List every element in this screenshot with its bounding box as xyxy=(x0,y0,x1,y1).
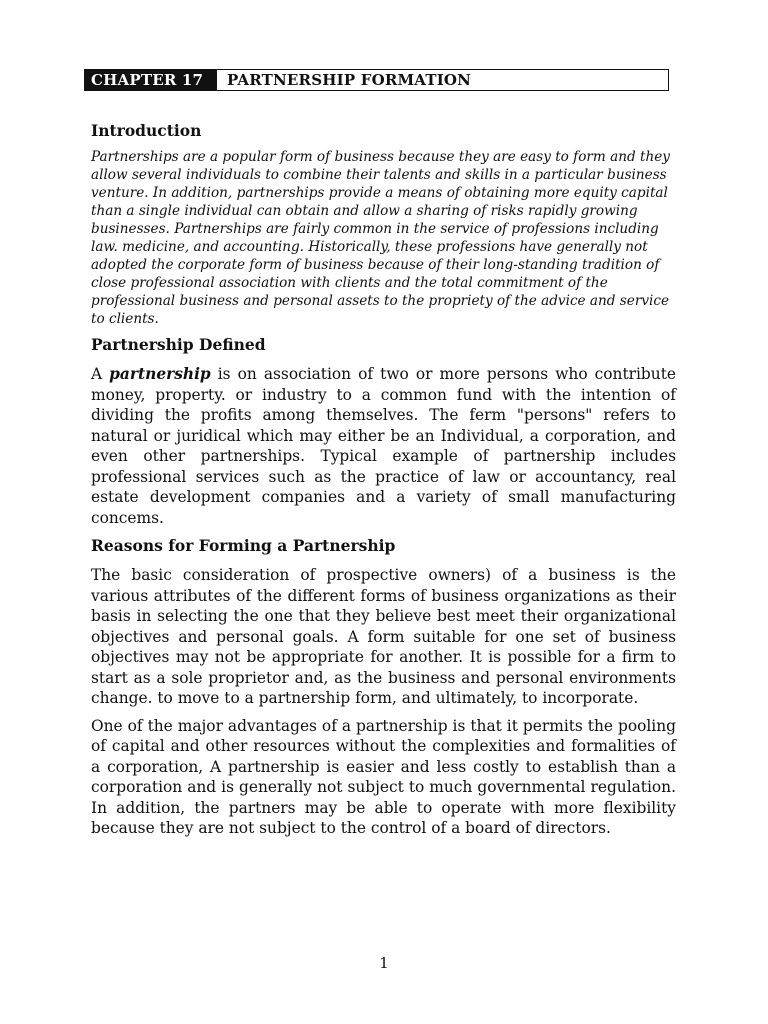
page-content xyxy=(91,120,676,846)
chapter-header xyxy=(84,69,669,91)
partnership-keyword: partnership xyxy=(109,365,211,383)
chapter-title: PARTNERSHIP FORMATION xyxy=(227,71,472,89)
page-number: 1 xyxy=(379,954,389,972)
reasons-heading: Reasons for Forming a Partnership xyxy=(91,536,396,555)
reasons-paragraph-2: One of the major advantages of a partnership is that it permits the pooling of capital and other resources without the complexities and formalities of a corporation, A partnership is easier and less costly to establish than a corporation and is generally not subject to much governmental regulation. In addition, the partners may be able to operate with more flexibility because they are not subject to the control of a board of directors. xyxy=(91,716,676,837)
introduction-text: Partnerships are a popular form of business because they are easy to form and they allow several individuals to combine their talents and skills in a particular business venture. In addition, partnerships provide a means of obtaining more equity capital than a single individual can obtain and allow a sharing of risks rapidly growing businesses. Partnerships are fairly common in the service of professions including law. medicine, and accounting. Historically, these professions have generally not adopted the corporate form of business because of their long-standing tradition of close professional association with clients and the total commitment of the professional business and personal assets to the propriety of the advice and service to clients. xyxy=(91,149,670,327)
defined-body: is on association of two or more persons who contribute money, property. or industry to a common fund with the intention of dividing the profits among themselves. The ferm "persons" refers to natural or juridical which may either be an Individual, a corporation, and even other partnerships. Typical example of partnership includes professional services such as the practice of law or accountancy, real estate development companies and a variety of small manufacturing concems. xyxy=(91,365,676,527)
partnership-defined-heading: Partnership Defined xyxy=(91,335,266,354)
introduction-heading: Introduction xyxy=(91,121,202,140)
reasons-paragraph-1: The basic consideration of prospective owners) of a business is the various attributes of the different forms of business organizations as their basis in selecting the one that they believe best meet their organizational objectives and personal goals. A form suitable for one set of business objectives may not be appropriate for another. It is possible for a firm to start as a sole proprietor and, as the business and personal environments change. to move to a partnership form, and ultimately, to incorporate. xyxy=(91,566,676,707)
chapter-label: CHAPTER 17 xyxy=(85,70,217,90)
defined-lead: A xyxy=(91,365,110,383)
partnership-defined-text xyxy=(91,364,676,528)
